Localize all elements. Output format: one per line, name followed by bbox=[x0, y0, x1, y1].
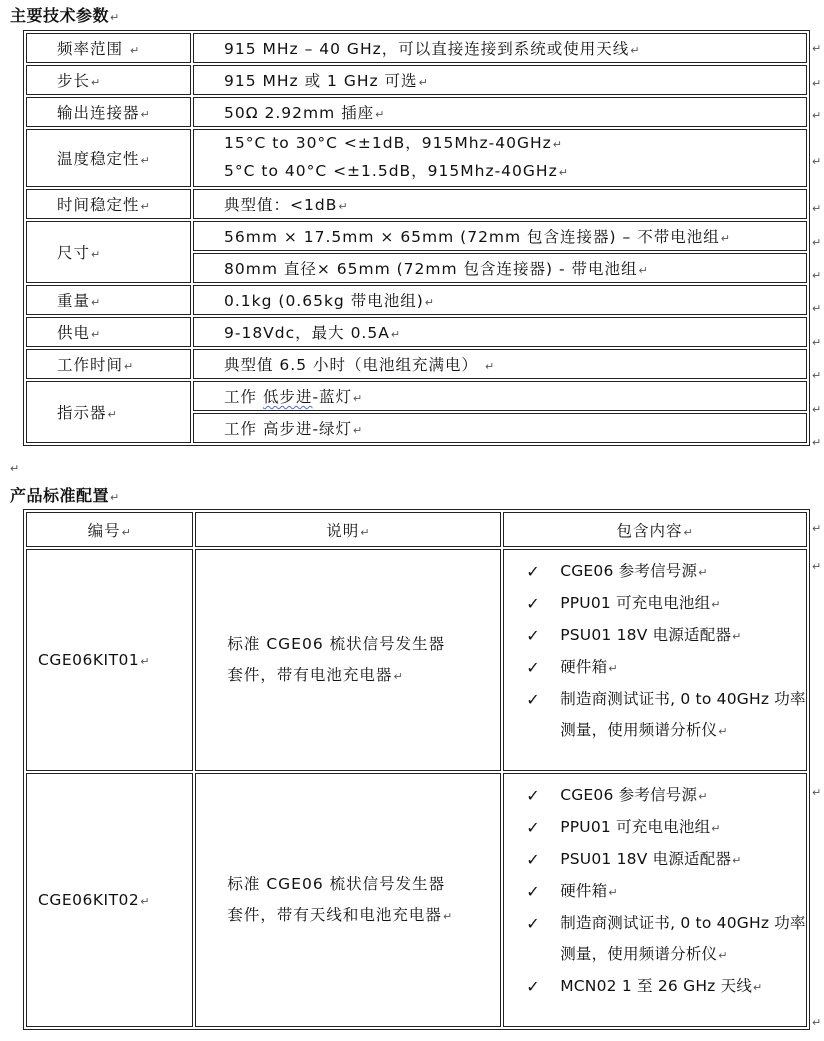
list-item: ✓ CGE06 参考信号源↵ bbox=[526, 556, 806, 588]
check-icon: ✓ bbox=[526, 818, 540, 837]
paragraph-mark: ↵ bbox=[10, 462, 20, 475]
spec-value: 9-18Vdc，最大 0.5A↵ bbox=[193, 317, 807, 347]
kit-description: 标准 CGE06 梳状信号发生器 套件，带有天线和电池充电器↵ bbox=[195, 773, 501, 1027]
list-item: ✓ PSU01 18V 电源适配器↵ bbox=[526, 844, 806, 876]
spec-value: 56mm × 17.5mm × 65mm (72mm 包含连接器) – 不带电池组↵ bbox=[193, 221, 807, 251]
check-icon: ✓ bbox=[526, 626, 540, 645]
spec-table bbox=[23, 30, 810, 446]
paragraph-mark: ↵ bbox=[812, 403, 822, 416]
paragraph-mark: ↵ bbox=[812, 202, 822, 215]
paragraph-mark: ↵ bbox=[812, 369, 822, 382]
spec-value: 915 MHz – 40 GHz，可以直接连接到系统或使用天线↵ bbox=[193, 33, 807, 63]
spec-row-temp-stability bbox=[26, 129, 807, 187]
spec-row-time-stability bbox=[26, 189, 807, 219]
spec-row-frequency bbox=[26, 33, 807, 63]
section-title-specs bbox=[10, 6, 120, 28]
spec-label: 步长↵ bbox=[26, 65, 191, 95]
header-description: 说明↵ bbox=[195, 512, 501, 547]
spec-label: 指示器↵ bbox=[26, 381, 191, 443]
paragraph-mark: ↵ bbox=[812, 302, 822, 315]
section-title-specs-text: 主要技术参数 bbox=[10, 6, 110, 25]
spec-value: 50Ω 2.92mm 插座↵ bbox=[193, 97, 807, 127]
spec-label: 尺寸↵ bbox=[26, 221, 191, 283]
list-item: ✓ PPU01 可充电电池组↵ bbox=[526, 812, 806, 844]
spec-label: 供电↵ bbox=[26, 317, 191, 347]
check-icon: ✓ bbox=[526, 977, 540, 996]
list-item: ✓ PPU01 可充电电池组↵ bbox=[526, 588, 806, 620]
list-item: ✓ 制造商测试证书, 0 to 40GHz 功率测量，使用频谱分析仪↵ bbox=[526, 908, 806, 971]
header-contents: 包含内容↵ bbox=[503, 512, 807, 547]
paragraph-mark: ↵ bbox=[812, 269, 822, 282]
paragraph-mark: ↵ bbox=[812, 560, 822, 573]
spec-value: 0.1kg (0.65kg 带电池组)↵ bbox=[193, 285, 807, 315]
paragraph-mark: ↵ bbox=[812, 522, 822, 535]
header-code: 编号↵ bbox=[26, 512, 193, 547]
list-item: ✓ MCN02 1 至 26 GHz 天线↵ bbox=[526, 971, 806, 1003]
check-icon: ✓ bbox=[526, 690, 540, 709]
list-item: ✓ 制造商测试证书, 0 to 40GHz 功率测量，使用频谱分析仪↵ bbox=[526, 684, 806, 747]
kit-table bbox=[23, 509, 810, 1030]
spec-row-step bbox=[26, 65, 807, 95]
kit-code: CGE06KIT01↵ bbox=[26, 549, 193, 771]
list-item: ✓ 硬件箱↵ bbox=[526, 876, 806, 908]
kit-contents bbox=[503, 773, 807, 1027]
kit-header-row bbox=[26, 512, 807, 547]
paragraph-mark: ↵ bbox=[812, 336, 822, 349]
spec-label: 温度稳定性↵ bbox=[26, 129, 191, 187]
kit-description: 标准 CGE06 梳状信号发生器 套件，带有电池充电器↵ bbox=[195, 549, 501, 771]
paragraph-mark: ↵ bbox=[812, 77, 822, 90]
spec-label: 重量↵ bbox=[26, 285, 191, 315]
section-title-kits bbox=[10, 486, 120, 508]
check-icon: ✓ bbox=[526, 562, 540, 581]
spec-value: 15°C to 30°C <±1dB，915Mhz-40GHz↵ 5°C to 40°C <±1.5dB，915Mhz-40GHz↵ bbox=[193, 129, 807, 187]
check-icon: ✓ bbox=[526, 850, 540, 869]
spec-row-indicator bbox=[26, 381, 807, 411]
spec-label: 工作时间↵ bbox=[26, 349, 191, 379]
paragraph-mark: ↵ bbox=[812, 786, 822, 799]
spec-row-connector bbox=[26, 97, 807, 127]
check-icon: ✓ bbox=[526, 882, 540, 901]
spec-label: 频率范围 ↵ bbox=[26, 33, 191, 63]
spec-value: 典型值：<1dB↵ bbox=[193, 189, 807, 219]
spec-row-runtime bbox=[26, 349, 807, 379]
paragraph-mark: ↵ bbox=[812, 155, 822, 168]
paragraph-mark: ↵ bbox=[812, 42, 822, 55]
spec-row-power bbox=[26, 317, 807, 347]
kit-contents bbox=[503, 549, 807, 771]
kit-row bbox=[26, 549, 807, 771]
spec-label: 输出连接器↵ bbox=[26, 97, 191, 127]
spec-label: 时间稳定性↵ bbox=[26, 189, 191, 219]
list-item: ✓ PSU01 18V 电源适配器↵ bbox=[526, 620, 806, 652]
paragraph-mark: ↵ bbox=[812, 1016, 822, 1029]
spec-value: 工作 低步进-蓝灯↵ bbox=[193, 381, 807, 411]
list-item: ✓ 硬件箱↵ bbox=[526, 652, 806, 684]
check-icon: ✓ bbox=[526, 786, 540, 805]
check-icon: ✓ bbox=[526, 594, 540, 613]
check-icon: ✓ bbox=[526, 658, 540, 677]
kit-row bbox=[26, 773, 807, 1027]
spec-value: 工作 高步进-绿灯↵ bbox=[193, 413, 807, 443]
paragraph-mark: ↵ bbox=[812, 436, 822, 449]
spec-value: 915 MHz 或 1 GHz 可选↵ bbox=[193, 65, 807, 95]
paragraph-mark: ↵ bbox=[110, 491, 120, 504]
spec-value: 80mm 直径× 65mm (72mm 包含连接器) - 带电池组↵ bbox=[193, 253, 807, 283]
list-item: ✓ CGE06 参考信号源↵ bbox=[526, 780, 806, 812]
spec-row-size bbox=[26, 221, 807, 251]
paragraph-mark: ↵ bbox=[812, 109, 822, 122]
paragraph-mark: ↵ bbox=[812, 236, 822, 249]
spec-value: 典型值 6.5 小时（电池组充满电） ↵ bbox=[193, 349, 807, 379]
spec-row-weight bbox=[26, 285, 807, 315]
kit-code: CGE06KIT02↵ bbox=[26, 773, 193, 1027]
check-icon: ✓ bbox=[526, 914, 540, 933]
section-title-kits-text: 产品标准配置 bbox=[10, 486, 110, 505]
paragraph-mark: ↵ bbox=[110, 11, 120, 24]
